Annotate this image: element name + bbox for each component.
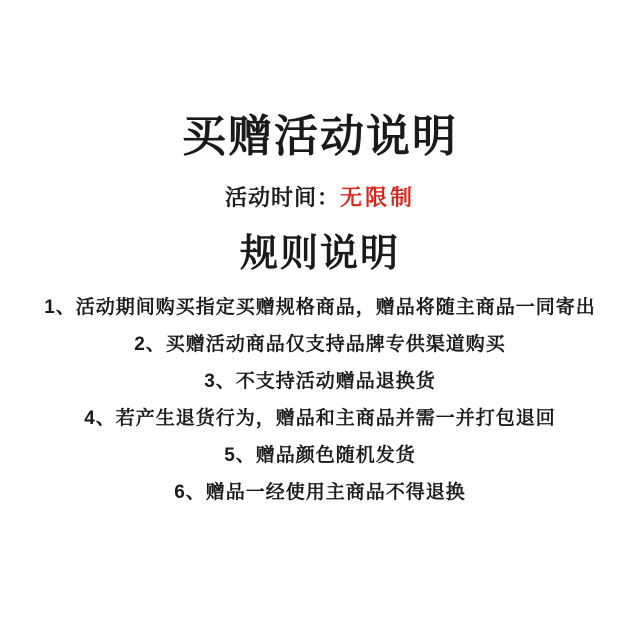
activity-time-label: 活动时间： (224, 185, 340, 210)
activity-time-value: 无限制 (340, 185, 416, 210)
rule-item: 6、赠品一经使用主商品不得退换 (174, 482, 466, 503)
rules-list (0, 298, 640, 503)
page-title: 买赠活动说明 (182, 112, 458, 161)
rule-item: 3、不支持活动赠品退换货 (204, 371, 436, 392)
rules-section-title: 规则说明 (239, 233, 400, 275)
activity-time-line (0, 186, 640, 210)
rule-item: 4、若产生退货行为，赠品和主商品并需一并打包退回 (84, 408, 556, 429)
rule-item: 2、买赠活动商品仅支持品牌专供渠道购买 (134, 334, 506, 355)
rule-item: 1、活动期间购买指定买赠规格商品，赠品将随主商品一同寄出 (44, 297, 596, 318)
rule-item: 5、赠品颜色随机发货 (224, 445, 416, 466)
